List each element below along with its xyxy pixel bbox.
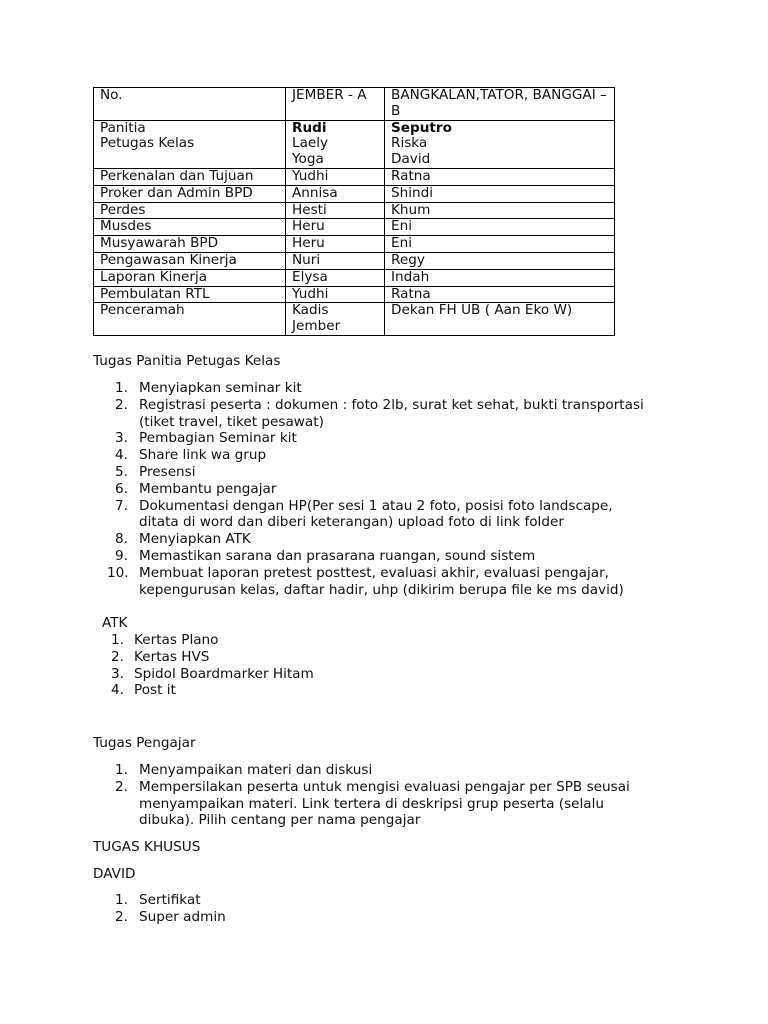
cell-jember: Elysa bbox=[286, 269, 385, 286]
pengajar-section bbox=[93, 735, 683, 752]
list-item: 2. Mempersilakan peserta untuk mengisi evaluasi pengajar per SPB seusai menyampaikan materi. Link tertera di deskripsi grup peserta (selalu dibuka). Pilih centang per nama pengajar bbox=[115, 778, 630, 829]
table-row-panitia bbox=[94, 120, 615, 168]
cell-session: Laporan Kinerja bbox=[94, 269, 286, 286]
khusus-task-list bbox=[93, 892, 683, 926]
cell-panitia-label bbox=[94, 120, 286, 168]
cell-penceramah-bangkalan: Dekan FH UB ( Aan Eko W) bbox=[385, 303, 615, 336]
khusus-section bbox=[93, 839, 683, 856]
list-item: 1. Sertifikat bbox=[115, 892, 201, 908]
list-item: 4. Post it bbox=[111, 682, 176, 699]
khusus-subtitle: DAVID bbox=[93, 866, 136, 882]
table-row bbox=[94, 185, 615, 202]
header-jember: JEMBER - A bbox=[286, 88, 385, 121]
cell-session: Musyawarah BPD bbox=[94, 236, 286, 253]
pengajar-title: Tugas Pengajar bbox=[93, 735, 196, 751]
table-row bbox=[94, 269, 615, 286]
cell-jember: Annisa bbox=[286, 185, 385, 202]
list-item: 6. Membantu pengajar bbox=[115, 480, 277, 497]
khusus-list-wrapper bbox=[93, 892, 683, 926]
cell-jember: Hesti bbox=[286, 202, 385, 219]
panitia-b-3: David bbox=[391, 151, 431, 168]
table-row bbox=[94, 286, 615, 303]
atk-section bbox=[102, 615, 692, 632]
table-row bbox=[94, 219, 615, 236]
list-item: 9. Memastikan sarana dan prasarana ruangan, sound sistem bbox=[115, 547, 536, 564]
panitia-b-1: Seputro bbox=[391, 120, 452, 136]
cell-session: Musdes bbox=[94, 219, 286, 236]
header-bangkalan: BANGKALAN,TATOR, BANGGAI – B bbox=[385, 88, 615, 121]
pengajar-list-wrapper bbox=[93, 762, 683, 829]
list-item: 3. Pembagian Seminar kit bbox=[115, 430, 297, 447]
cell-session: Pembulatan RTL bbox=[94, 286, 286, 303]
penceramah-a-1: Kadis bbox=[292, 302, 329, 319]
cell-penceramah-jember bbox=[286, 303, 385, 336]
cell-jember: Heru bbox=[286, 236, 385, 253]
cell-bangkalan: Shindi bbox=[385, 185, 615, 202]
panitia-section bbox=[93, 353, 683, 370]
cell-jember: Heru bbox=[286, 219, 385, 236]
atk-list-wrapper bbox=[93, 632, 683, 699]
list-item: 3. Spidol Boardmarker Hitam bbox=[111, 665, 314, 682]
cell-session: Perdes bbox=[94, 202, 286, 219]
petugas-kelas-label: Petugas Kelas bbox=[100, 135, 195, 152]
panitia-label: Panitia bbox=[100, 120, 146, 136]
cell-jember: Yudhi bbox=[286, 168, 385, 185]
penceramah-a-2: Jember bbox=[292, 318, 341, 335]
list-item: 1. Menyampaikan materi dan diskusi bbox=[115, 762, 373, 778]
cell-bangkalan: Regy bbox=[385, 252, 615, 269]
table-row bbox=[94, 236, 615, 253]
table-header-row bbox=[94, 88, 615, 121]
table-row bbox=[94, 252, 615, 269]
list-item: 2. Super admin bbox=[115, 908, 226, 925]
panitia-a-3: Yoga bbox=[292, 151, 324, 168]
list-item: 4. Share link wa grup bbox=[115, 447, 267, 464]
khusus-title: TUGAS KHUSUS bbox=[93, 839, 201, 855]
list-item: 7. Dokumentasi dengan HP(Per sesi 1 atau 2 foto, posisi foto landscape, ditata di word dan diberi keterangan) upload foto di link folder bbox=[115, 497, 613, 531]
cell-bangkalan: Ratna bbox=[385, 168, 615, 185]
panitia-a-1: Rudi bbox=[292, 120, 327, 136]
header-no: No. bbox=[94, 88, 286, 121]
section-title: Tugas Panitia Petugas Kelas bbox=[93, 353, 281, 369]
pengajar-task-list bbox=[93, 762, 683, 829]
list-item: 10. Membuat laporan pretest posttest, evaluasi akhir, evaluasi pengajar, kepengurusan kelas, daftar hadir, uhp (dikirim berupa file ke ms david) bbox=[107, 564, 624, 598]
cell-bangkalan: Eni bbox=[385, 236, 615, 253]
panitia-task-list-wrapper bbox=[93, 380, 683, 598]
table-row bbox=[94, 202, 615, 219]
cell-bangkalan: Eni bbox=[385, 219, 615, 236]
table-row-penceramah bbox=[94, 303, 615, 336]
cell-panitia-jember bbox=[286, 120, 385, 168]
list-item: 2. Registrasi peserta : dokumen : foto 2lb, surat ket sehat, bukti transportasi (tiket travel, tiket pesawat) bbox=[115, 396, 644, 430]
cell-jember: Nuri bbox=[286, 252, 385, 269]
cell-jember: Yudhi bbox=[286, 286, 385, 303]
panitia-a-2: Laely bbox=[292, 135, 329, 152]
cell-session: Perkenalan dan Tujuan bbox=[94, 168, 286, 185]
list-item: 1. Kertas Plano bbox=[111, 632, 219, 648]
schedule-table bbox=[93, 87, 615, 336]
atk-list bbox=[93, 632, 683, 699]
khusus-subtitle-wrapper bbox=[93, 866, 683, 883]
atk-title: ATK bbox=[102, 615, 128, 631]
list-item: 5. Presensi bbox=[115, 463, 196, 480]
list-item: 8. Menyiapkan ATK bbox=[115, 531, 251, 548]
list-item: 1. Menyiapkan seminar kit bbox=[115, 380, 302, 396]
cell-bangkalan: Khum bbox=[385, 202, 615, 219]
cell-panitia-bangkalan bbox=[385, 120, 615, 168]
cell-bangkalan: Ratna bbox=[385, 286, 615, 303]
cell-bangkalan: Indah bbox=[385, 269, 615, 286]
cell-session: Proker dan Admin BPD bbox=[94, 185, 286, 202]
panitia-task-list bbox=[93, 380, 683, 598]
cell-penceramah-label: Penceramah bbox=[94, 303, 286, 336]
cell-session: Pengawasan Kinerja bbox=[94, 252, 286, 269]
list-item: 2. Kertas HVS bbox=[111, 648, 210, 665]
panitia-b-2: Riska bbox=[391, 135, 428, 152]
table-row bbox=[94, 168, 615, 185]
